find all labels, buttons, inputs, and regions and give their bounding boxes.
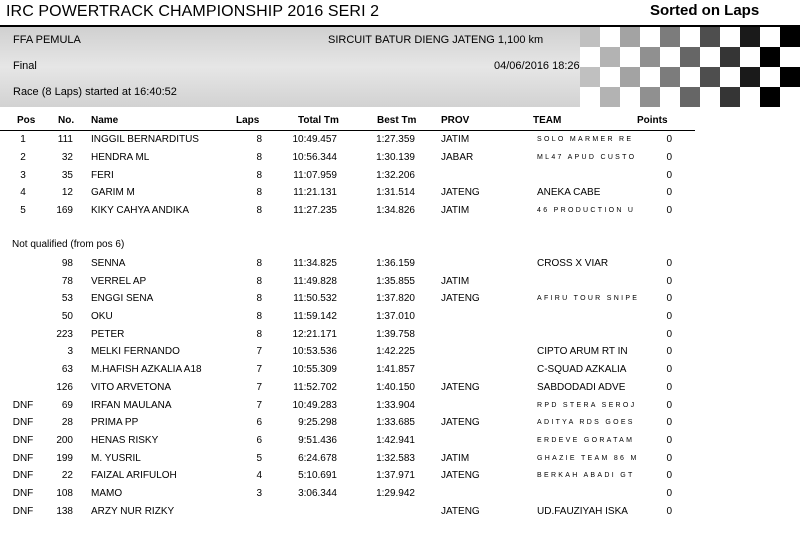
row-name: FERI [91,170,114,181]
sort-indicator: Sorted on Laps [650,2,760,19]
row-name: VERREL AP [91,276,147,287]
row-team: 46 PRODUCTION U [537,207,636,214]
row-pos: DNF [12,470,34,481]
row-best-time: 1:27.359 [376,134,415,145]
row-total-time: 11:50.532 [293,293,337,304]
row-points: 0 [666,276,672,287]
row-total-time: 9:25.298 [298,417,337,428]
row-no: 32 [61,152,73,163]
row-team: ERDEVE GORATAM [537,437,635,444]
race-class: FFA PEMULA [13,34,81,46]
row-points: 0 [666,134,672,145]
row-total-time: 11:21.131 [293,187,337,198]
row-name: VITO ARVETONA [91,382,172,393]
row-best-time: 1:33.685 [376,417,415,428]
row-points: 0 [666,293,672,304]
row-no: 98 [61,258,73,269]
row-points: 0 [666,258,672,269]
row-laps: 8 [256,205,262,216]
row-name: KIKY CAHYA ANDIKA [91,205,190,216]
row-points: 0 [666,187,672,198]
row-total-time: 3:06.344 [298,488,337,499]
row-points: 0 [666,329,672,340]
row-total-time: 10:55.309 [292,364,337,375]
row-team: BERKAH ABADI GT [537,472,635,479]
row-points: 0 [666,152,672,163]
row-team: UD.FAUZIYAH ISKA [537,506,628,517]
col-laps: Laps [236,115,260,126]
row-laps: 4 [256,470,262,481]
row-name: HENAS RISKY [91,435,159,446]
row-name: M.HAFISH AZKALIA A18 [91,364,202,375]
row-prov: JATENG [441,293,480,304]
row-no: 3 [67,346,73,357]
session-name: Final [13,60,37,72]
row-name: ENGGI SENA [91,293,154,304]
row-total-time: 11:34.825 [293,258,337,269]
row-total-time: 11:59.142 [293,311,337,322]
row-laps: 5 [256,453,262,464]
row-name: FAIZAL ARIFULOH [91,470,177,481]
row-pos: DNF [12,506,34,517]
row-name: PETER [91,329,125,340]
row-total-time: 10:53.536 [292,346,337,357]
row-prov: JATENG [441,506,480,517]
row-best-time: 1:29.942 [376,488,415,499]
row-total-time: 6:24.678 [298,453,337,464]
row-name: OKU [91,311,113,322]
race-info: Race (8 Laps) started at 16:40:52 [13,86,177,98]
row-pos: 4 [20,187,26,198]
not-qualified-label: Not qualified (from pos 6) [12,239,125,250]
row-no: 223 [56,329,73,340]
circuit-name: SIRCUIT BATUR DIENG JATENG 1,100 km [328,34,544,46]
row-prov: JATENG [441,187,480,198]
col-total: Total Tm [298,115,339,126]
row-no: 169 [56,205,73,216]
row-laps: 7 [256,382,262,393]
row-team: RPD STERA SEROJ [537,402,637,409]
table-header-rule [0,130,695,131]
row-name: HENDRA ML [91,152,150,163]
row-best-time: 1:32.583 [376,453,415,464]
row-team: SOLO MARMER RE [537,136,634,143]
row-total-time: 12:21.171 [292,329,337,340]
row-prov: JATIM [441,453,470,464]
row-team: AFIRU TOUR SNIPE [537,295,640,302]
row-total-time: 5:10.691 [298,470,337,481]
row-no: 111 [57,134,73,145]
col-points: Points [637,115,668,126]
row-prov: JATIM [441,205,470,216]
row-laps: 7 [256,364,262,375]
row-pos: 1 [20,134,26,145]
row-total-time: 11:27.235 [293,205,337,216]
row-pos: DNF [12,488,34,499]
row-best-time: 1:37.820 [376,293,415,304]
report-title: IRC POWERTRACK CHAMPIONSHIP 2016 SERI 2 [6,3,380,20]
row-points: 0 [666,506,672,517]
row-name: INGGIL BERNARDITUS [91,134,199,145]
row-best-time: 1:30.139 [376,152,415,163]
row-pos: DNF [12,435,34,446]
row-laps: 8 [256,134,262,145]
row-team: ML47 APUD CUSTO [537,154,637,161]
row-name: ARZY NUR RIZKY [91,506,175,517]
row-pos: DNF [12,453,34,464]
row-laps: 7 [256,400,262,411]
row-team: GHAZIE TEAM 86 M [537,455,639,462]
row-name: MAMO [91,488,123,499]
row-laps: 6 [256,417,262,428]
row-best-time: 1:42.941 [376,435,415,446]
row-team: SABDODADI ADVE [537,382,626,393]
row-no: 12 [61,187,73,198]
row-no: 138 [56,506,73,517]
row-total-time: 11:49.828 [293,276,337,287]
row-laps: 8 [256,187,262,198]
row-points: 0 [666,470,672,481]
col-prov: PROV [441,115,470,126]
row-no: 126 [56,382,73,393]
row-name: SENNA [91,258,126,269]
row-total-time: 10:49.457 [292,134,337,145]
row-name: IRFAN MAULANA [91,400,172,411]
row-no: 69 [61,400,73,411]
col-best: Best Tm [377,115,417,126]
row-laps: 8 [256,152,262,163]
row-points: 0 [666,382,672,393]
row-no: 50 [61,311,73,322]
row-best-time: 1:34.826 [376,205,415,216]
row-points: 0 [666,417,672,428]
row-laps: 8 [256,293,262,304]
row-prov: JATENG [441,417,480,428]
row-laps: 7 [256,346,262,357]
row-points: 0 [666,170,672,181]
row-team: CIPTO ARUM RT IN [537,346,628,357]
col-no: No. [58,115,75,126]
row-pos: 2 [20,152,26,163]
row-name: GARIM M [91,187,135,198]
row-best-time: 1:40.150 [376,382,415,393]
row-points: 0 [666,435,672,446]
row-points: 0 [666,346,672,357]
row-prov: JATENG [441,382,480,393]
report-datetime: 04/06/2016 18:26 [494,60,580,72]
col-team: TEAM [533,115,562,126]
row-points: 0 [666,311,672,322]
row-pos: DNF [12,417,34,428]
row-prov: JABAR [441,152,474,163]
row-points: 0 [666,364,672,375]
col-pos: Pos [17,115,36,126]
row-total-time: 9:51.436 [298,435,337,446]
row-laps: 8 [256,258,262,269]
row-total-time: 11:07.959 [293,170,337,181]
row-no: 28 [61,417,73,428]
row-name: PRIMA PP [91,417,139,428]
row-name: MELKI FERNANDO [91,346,180,357]
row-best-time: 1:36.159 [376,258,415,269]
row-total-time: 10:56.344 [292,152,337,163]
row-pos: 5 [20,205,26,216]
row-no: 78 [61,276,73,287]
row-points: 0 [666,205,672,216]
row-best-time: 1:42.225 [376,346,415,357]
row-laps: 3 [256,488,262,499]
row-best-time: 1:32.206 [376,170,415,181]
row-points: 0 [666,488,672,499]
row-laps: 6 [256,435,262,446]
row-no: 53 [61,293,73,304]
row-best-time: 1:35.855 [376,276,415,287]
row-best-time: 1:31.514 [376,187,415,198]
row-points: 0 [666,453,672,464]
row-best-time: 1:33.904 [376,400,415,411]
row-laps: 8 [256,311,262,322]
row-total-time: 10:49.283 [292,400,337,411]
row-no: 63 [61,364,73,375]
checkered-flag-icon [580,27,800,107]
row-laps: 8 [256,170,262,181]
row-no: 22 [61,470,73,481]
row-team: C-SQUAD AZKALIA [537,364,627,375]
row-team: CROSS X VIAR [537,258,609,269]
row-pos: DNF [12,400,34,411]
row-no: 200 [56,435,73,446]
row-points: 0 [666,400,672,411]
row-no: 108 [56,488,73,499]
row-name: M. YUSRIL [91,453,141,464]
row-team: ANEKA CABE [537,187,601,198]
row-best-time: 1:37.010 [376,311,415,322]
row-no: 35 [61,170,73,181]
row-total-time: 11:52.702 [293,382,337,393]
row-prov: JATIM [441,134,470,145]
row-pos: 3 [20,170,26,181]
row-prov: JATIM [441,276,470,287]
col-name: Name [91,115,119,126]
row-no: 199 [56,453,73,464]
row-laps: 8 [256,329,262,340]
row-best-time: 1:39.758 [376,329,415,340]
row-laps: 8 [256,276,262,287]
row-best-time: 1:37.971 [376,470,415,481]
row-team: ADITYA RDS GOES [537,419,635,426]
row-best-time: 1:41.857 [376,364,415,375]
row-prov: JATENG [441,470,480,481]
